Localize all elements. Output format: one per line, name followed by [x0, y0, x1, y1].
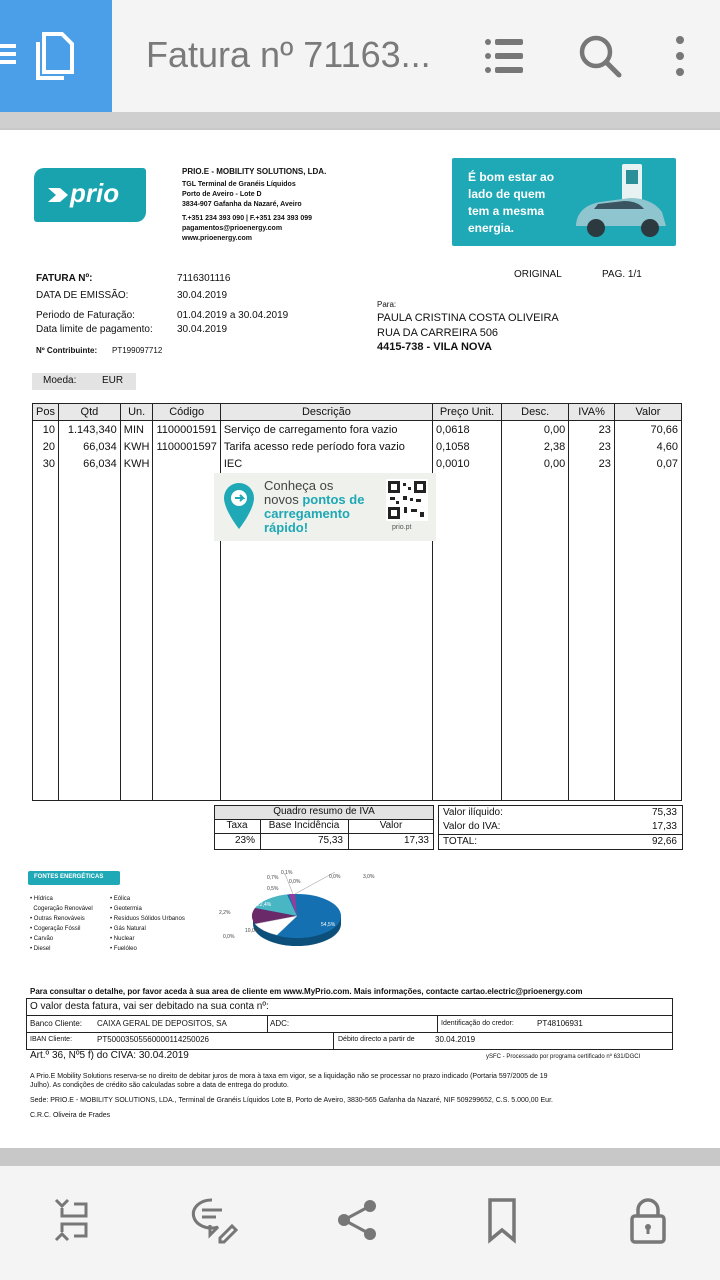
col-unit-price: Preço Unit.: [432, 404, 501, 421]
cell-discount: 2,38: [502, 438, 569, 455]
detail-note: Para consultar o detalhe, por favor aceda à sua area de cliente em www.MyPrio.com. Mais informações, contacte cartao.electric@prioenergy.com: [30, 987, 583, 996]
due-date: 30.04.2019: [177, 324, 228, 335]
cell-code: 1100001597: [153, 438, 220, 455]
recipient-city: 4415-738 - VILA NOVA: [377, 341, 492, 353]
search-icon[interactable]: [576, 32, 624, 80]
promo-line-2: [264, 492, 364, 507]
cell-discount: 0,00: [502, 455, 569, 472]
location-pin-icon: [222, 481, 256, 531]
vat-base-header: Base Incidência: [268, 820, 340, 831]
company-registry: C.R.C. Oliveira de Frades: [30, 1112, 111, 1119]
document-icon: [0, 30, 80, 82]
bookmark-icon[interactable]: [478, 1196, 526, 1244]
vat-rate: 23%: [234, 835, 255, 846]
legend-item: • Diesel: [30, 946, 51, 952]
share-icon[interactable]: [334, 1196, 382, 1244]
energy-legend-col-1: [30, 894, 93, 954]
cell-description: IEC: [220, 455, 432, 472]
pie-label: 3,0%: [363, 874, 375, 880]
cell-description: Serviço de carregamento fora vazio: [220, 421, 432, 439]
list-icon[interactable]: [480, 32, 528, 80]
cell-qty: 66,034: [58, 455, 120, 472]
invoice-page: [0, 130, 720, 1148]
col-discount: Desc.: [502, 404, 569, 421]
company-phone: T.+351 234 393 090 | F.+351 234 393 099: [182, 215, 313, 222]
legend-item: • Carvão: [30, 936, 54, 942]
pie-label: 0,7%: [267, 875, 279, 881]
company-address-1: TGL Terminal de Granéis Líquidos: [182, 181, 296, 188]
table-row: [33, 421, 682, 439]
col-qty: Qtd: [58, 404, 120, 421]
col-value: Valor: [614, 404, 681, 421]
promo-line-3: carregamento: [264, 506, 350, 521]
net-amount: 75,33: [651, 807, 677, 818]
cell-unit: KWH: [120, 455, 153, 472]
cell-vat: 23: [569, 455, 615, 472]
cell-unit-price: 0,0618: [432, 421, 501, 439]
legal-text-1: A Prio.E Mobility Solutions reserva-se no direito de debitar juros de mora à taxa em vigor, se a liquidação não se processar no prazo indicado (Portaria 597/2005 de 19: [30, 1073, 548, 1080]
cell-value: 4,60: [614, 438, 681, 455]
cell-unit: KWH: [120, 438, 153, 455]
legend-item: • Fuelóleo: [110, 946, 137, 952]
issue-date-label: DATA DE EMISSÃO:: [36, 290, 129, 301]
cell-value: 70,66: [614, 421, 681, 439]
legend-item: • Hídrica: [30, 896, 53, 902]
cell-pos: 10: [33, 421, 59, 439]
vat-amount: 17,33: [651, 821, 677, 832]
vat-rate-header: Taxa: [226, 820, 248, 831]
company-address-2: Porto de Aveiro - Lote D: [182, 191, 262, 198]
recipient-label: Para:: [377, 300, 397, 309]
vat-value-header: Valor: [379, 820, 403, 831]
promo-line-2b: pontos de: [302, 492, 365, 507]
payment-box: [26, 998, 673, 1050]
company-website: www.prioenergy.com: [182, 235, 253, 242]
col-pos: Pos: [33, 404, 59, 421]
pie-label: 6,4%: [235, 916, 247, 922]
fit-page-icon[interactable]: [46, 1196, 94, 1244]
banner-text-1: É bom estar ao: [468, 170, 555, 184]
pie-label: 2,2%: [219, 910, 231, 916]
legend-item: • Gás Natural: [110, 926, 146, 932]
pie-label: 0,5%: [267, 886, 279, 892]
total-amount: 92,66: [651, 836, 677, 847]
creditor-id: PT48106931: [537, 1019, 583, 1028]
vat-value: 17,33: [403, 835, 429, 846]
cell-unit: MIN: [120, 421, 153, 439]
energy-pie-chart: [215, 868, 385, 956]
pie-label: 0,1%: [281, 870, 293, 876]
original-label: ORIGINAL: [514, 269, 562, 280]
promo-site: prio.pt: [392, 524, 412, 531]
cell-pos: 20: [33, 438, 59, 455]
invoice-number-label: FATURA Nº:: [36, 273, 93, 284]
pie-label: 0,0%: [223, 934, 235, 940]
issue-date: 30.04.2019: [177, 290, 228, 301]
pie-label: 54,5%: [321, 922, 336, 928]
cell-qty: 66,034: [58, 438, 120, 455]
billing-period: 01.04.2019 a 30.04.2019: [177, 310, 289, 321]
currency-value: EUR: [102, 375, 124, 386]
net-amount-label: Valor ilíquido:: [443, 807, 503, 818]
total-label: TOTAL:: [443, 836, 478, 847]
legend-item: • Resíduos Sólidos Urbanos: [110, 916, 185, 922]
due-date-label: Data limite de pagamento:: [36, 324, 153, 335]
bottom-toolbar: [0, 1166, 720, 1280]
banner-text-3: tem a mesma: [468, 204, 545, 218]
direct-debit-label: Débito directo a partir de: [338, 1036, 415, 1043]
col-code: Código: [153, 404, 220, 421]
prio-logo-mark-icon: [48, 186, 70, 204]
banner-text-4: energia.: [468, 221, 515, 235]
vat-summary-title: Quadro resumo de IVA: [215, 806, 433, 820]
legal-text-2: Julho). As condições de crédito são calculadas sobre a data de entrega do produto.: [30, 1082, 289, 1089]
tax-id-label: Nº Contribuinte:: [36, 346, 98, 355]
col-description: Descrição: [220, 404, 432, 421]
legend-item: • Nuclear: [110, 936, 135, 942]
vat-amount-label: Valor do IVA:: [443, 821, 501, 832]
recipient-name: PAULA CRISTINA COSTA OLIVEIRA: [377, 312, 559, 324]
cell-vat: 23: [569, 438, 615, 455]
cell-unit-price: 0,1058: [432, 438, 501, 455]
col-vat: IVA%: [569, 404, 615, 421]
table-header-row: [33, 404, 682, 421]
adc-label: ADC:: [270, 1019, 290, 1028]
cell-discount: 0,00: [502, 421, 569, 439]
energy-sources-title: FONTES ENERGÉTICAS: [34, 874, 104, 880]
legend-item: • Geotermia: [110, 906, 142, 912]
bank-name: CAIXA GERAL DE DEPOSITOS, SA: [97, 1019, 227, 1028]
billing-period-label: Periodo de Faturação:: [36, 310, 135, 321]
iban-value: PT50003505560000114250026: [97, 1035, 209, 1044]
invoice-number: 7116301116: [177, 273, 231, 284]
cell-value: 0,07: [614, 455, 681, 472]
civa-article: Art.º 36, Nº5 f) do CIVA: 30.04.2019: [30, 1050, 189, 1061]
cell-code: 1100001591: [153, 421, 220, 439]
cell-vat: 23: [569, 421, 615, 439]
energy-sources-header: [28, 871, 120, 885]
iban-label: IBAN Cliente:: [30, 1036, 73, 1043]
toolbar-divider: [0, 112, 720, 128]
company-name: PRIO.E - MOBILITY SOLUTIONS, LDA.: [182, 167, 327, 176]
fast-charging-promo: [214, 473, 436, 541]
document-mode-button[interactable]: [0, 0, 112, 112]
more-options-icon[interactable]: [656, 32, 704, 80]
pie-label: 10,0%: [245, 928, 260, 934]
vat-summary-box: [214, 805, 434, 850]
currency-box: [32, 373, 136, 390]
page-number: PAG. 1/1: [602, 269, 642, 280]
legend-item: • Cogeração Fóssil: [30, 926, 81, 932]
prio-logo-text: prio: [70, 178, 120, 208]
table-row: [33, 438, 682, 455]
cell-code: [153, 455, 220, 472]
comment-edit-icon[interactable]: [190, 1196, 238, 1244]
lock-icon[interactable]: [624, 1196, 672, 1244]
col-unit: Un.: [120, 404, 153, 421]
marketing-banner: [452, 158, 676, 246]
qr-code-icon: [386, 479, 428, 521]
electric-car-icon: [568, 162, 674, 244]
recipient-street: RUA DA CARREIRA 506: [377, 327, 499, 339]
company-seat: Sede: PRIO.E - MOBILITY SOLUTIONS, LDA., Terminal de Granéis Líquidos Lote B, Porto de Aveiro, 3830-565 Gafanha da Nazaré, NIF 509299652, C.S. 5.000,00 Eur.: [30, 1097, 553, 1104]
company-address-3: 3834-907 Gafanha da Nazaré, Aveiro: [182, 201, 302, 208]
app-toolbar: [0, 0, 720, 112]
cell-unit-price: 0,0010: [432, 455, 501, 472]
currency-label: Moeda:: [43, 375, 77, 386]
energy-legend-col-2: [110, 894, 185, 954]
table-row: [33, 455, 682, 472]
banner-text-2: lado de quem: [468, 187, 546, 201]
invoice-items-table: [32, 403, 682, 801]
promo-line-4: rápido!: [264, 520, 309, 535]
totals-box: [438, 805, 683, 850]
pie-label: 22,4%: [257, 902, 272, 908]
promo-line-1: Conheça os: [264, 478, 334, 493]
certified-software: ySFC - Processado por programa certificado nº 631/DGCI: [486, 1054, 641, 1060]
tax-id: PT199097712: [112, 346, 163, 355]
bank-label: Banco Cliente:: [30, 1019, 83, 1028]
creditor-label: Identificação do credor:: [441, 1020, 514, 1027]
debit-title: O valor desta fatura, vai ser debitado na sua conta nº:: [30, 1001, 269, 1012]
cell-pos: 30: [33, 455, 59, 472]
promo-line-2a: novos: [264, 492, 303, 507]
legend-item: Cogeração Renovável: [33, 906, 93, 912]
document-title: Fatura nº 71163...: [146, 34, 431, 75]
legend-item: • Outras Renováveis: [30, 916, 85, 922]
vat-base: 75,33: [317, 835, 343, 846]
pie-label: 0,0%: [289, 879, 301, 885]
prio-logo: [34, 168, 146, 222]
cell-description: Tarifa acesso rede período fora vazio: [220, 438, 432, 455]
pie-label: 0,0%: [329, 874, 341, 880]
legend-item: • Eólica: [110, 896, 131, 902]
cell-qty: 1.143,340: [58, 421, 120, 439]
direct-debit-date: 30.04.2019: [435, 1035, 476, 1044]
company-email: pagamentos@prioenergy.com: [182, 225, 283, 232]
